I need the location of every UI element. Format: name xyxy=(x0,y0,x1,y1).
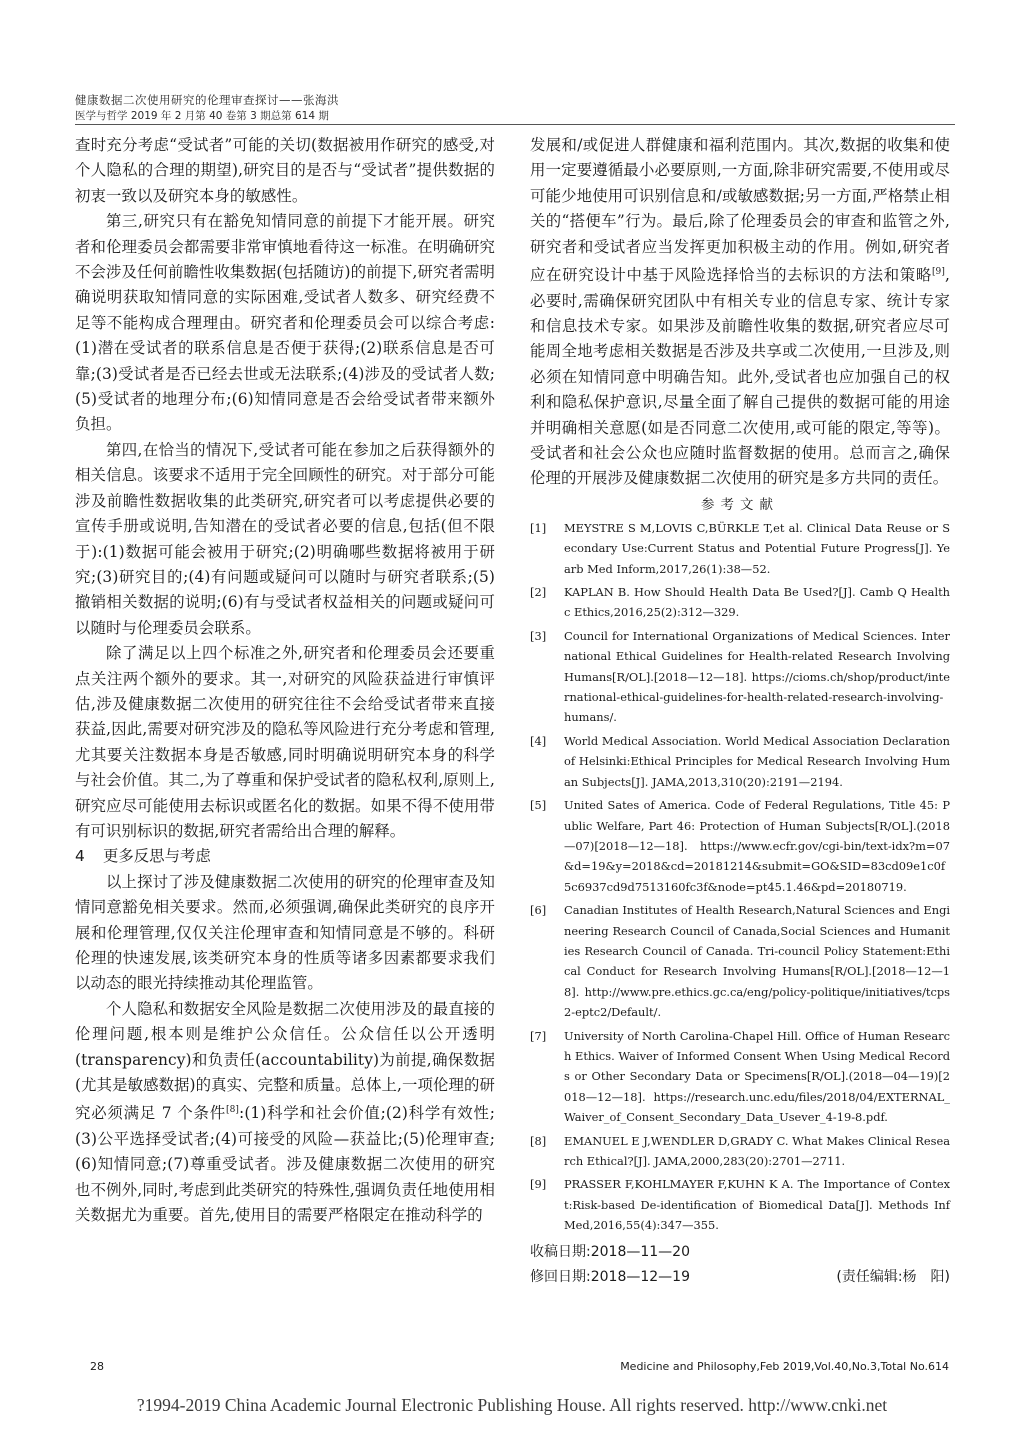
paragraph-text: :(1)科学和社会价值;(2)科学有效性;(3)公平选择受试者;(4)可接受的风险—获益比;(5)伦理审查;(6)知情同意;(7)尊重受试者。涉及健康数据二次使用的研究也不例外,同时,考虑到此类研究的特殊性,强调负责任地使用相关数据尤为重要。首先,使用目的需要严格限定在推动科学的 xyxy=(75,1104,495,1225)
section-number: 4 xyxy=(75,847,85,866)
paragraph: 第三,研究只有在豁免知情同意的前提下才能开展。研究者和伦理委员会都需要非常审慎地看待这一标准。在明确研究不会涉及任何前瞻性收集数据(包括随访)的前提下,研究者需明确说明获取知情同意的实际困难,受试者人数多、研究经费不足等不能构成合理理由。研究者和伦理委员会可以综合考虑:(1)潜在受试者的联系信息是否便于获得;(2)联系信息是否可靠;(3)受试者是否已经去世或无法联系;(4)涉及的受试者人数;(5)受试者的地理分布;(6)知情同意是否会给受试者带来额外负担。 xyxy=(75,212,495,434)
reference-number: [6] xyxy=(530,903,547,918)
revision-row xyxy=(530,1265,950,1290)
responsible-editor: (责任编辑:杨 阳) xyxy=(836,1268,950,1285)
reference-item xyxy=(530,1026,950,1128)
reference-item xyxy=(530,518,950,579)
reference-item xyxy=(530,900,950,1022)
left-column xyxy=(75,133,495,1229)
paragraph-text: 发展和/或促进人群健康和福利范围内。其次,数据的收集和使用一定要遵循最小必要原则,一方面,除非研究需要,不使用或尽可能少地使用可识别信息和/或敏感数据;另一方面,严格禁止相关的“搭便车”行为。最后,除了伦理委员会的审查和监管之外,研究者和受试者应当发挥更加积极主动的作用。例如,研究者应在研究设计中基于风险选择恰当的去标识的方法和策略 xyxy=(530,136,950,285)
paragraph: 第四,在恰当的情况下,受试者可能在参加之后获得额外的相关信息。该要求不适用于完全回顾性的研究。对于部分可能涉及前瞻性数据收集的此类研究,研究者可以考虑提供必要的宣传手册或说明,告知潜在的受试者必要的信息,包括(但不限于):(1)数据可能会被用于研究;(2)明确哪些数据将被用于研究;(3)研究目的;(4)有问题或疑问可以随时与研究者联系;(5)撤销相关数据的说明;(6)有与受试者权益相关的问题或疑问可以随时与伦理委员会联系。 xyxy=(75,440,495,637)
reference-list xyxy=(530,518,950,1236)
journal-citation: Medicine and Philosophy,Feb 2019,Vol.40,No.3,Total No.614 xyxy=(620,1360,949,1373)
running-header-title: 健康数据二次使用研究的伦理审查探讨——张海洪 xyxy=(75,93,339,107)
section-title: 更多反思与考虑 xyxy=(103,847,211,866)
right-column xyxy=(530,133,950,1290)
reference-item xyxy=(530,1131,950,1172)
copyright-watermark: ?1994-2019 China Academic Journal Electronic Publishing House. All rights reserved. http://www.cnki.net xyxy=(136,1395,888,1415)
revised-date: 修回日期:2018—12—19 xyxy=(530,1268,690,1285)
paragraph xyxy=(75,997,495,1229)
reference-text: World Medical Association. World Medical Association Declaration of Helsinki:Ethical Principles for Medical Research Involving Human Subjects[J]. JAMA,2013,310(20):2191—2194. xyxy=(564,733,950,789)
paragraph: 以上探讨了涉及健康数据二次使用的研究的伦理审查及知情同意豁免相关要求。然而,必须强调,确保此类研究的良序开展和伦理管理,仅仅关注伦理审查和知情同意是不够的。科研伦理的快速发展,该类研究本身的性质等诸多因素都要求我们以动态的眼光持续推动其伦理监管。 xyxy=(75,872,495,993)
reference-text: EMANUEL E J,WENDLER D,GRADY C. What Makes Clinical Research Ethical?[J]. JAMA,2000,283(20):2701—2711. xyxy=(564,1133,950,1168)
reference-number: [9] xyxy=(530,1177,547,1192)
reference-number: [2] xyxy=(530,585,547,600)
paragraph-text: ,必要时,需确保研究团队中有相关专业的信息专家、统计专家和信息技术专家。如果涉及前瞻性收集的数据,研究者应尽可能周全地考虑相关数据是否涉及共享或二次使用,一旦涉及,则必须在知情同意中明确告知。此外,受试者也应加强自己的权利和隐私保护意识,尽量全面了解自己提供的数据可能的用途并明确相关意愿(如是否同意二次使用,或可能的限定,等等)。受试者和社会公众也应随时监督数据的使用。总而言之,确保伦理的开展涉及健康数据二次使用的研究是多方共同的责任。 xyxy=(530,266,950,488)
received-date: 收稿日期:2018—11—20 xyxy=(530,1243,690,1260)
reference-number: [3] xyxy=(530,628,547,643)
reference-text: United Sates of America. Code of Federal Regulations, Title 45: Public Welfare, Part 46: Protection of Human Subjects[R/OL].(2018—07)[2018—12—18]. https://www.ecfr.gov/cgi-bin/text-idx?m=07&d=19&y=2018&cd=20181214&submit=GO&SID=83cd09e1c0f5c6937cd9d7513160fc3f&node=pt45.1.46&pd=20180719. xyxy=(564,798,950,894)
reference-number: [4] xyxy=(530,733,547,748)
paragraph-text: 个人隐私和数据安全风险是数据二次使用涉及的最直接的伦理问题,根本则是维护公众信任。公众信任以公开透明(transparency)和负责任(accountability)为前提,确保数据(尤其是敏感数据)的真实、完整和质量。总体上,一项伦理的研究必须满足 7 个条件 xyxy=(75,999,495,1123)
reference-text: Council for International Organizations of Medical Sciences. International Ethical Guidelines for Health-related Research Involving Humans[R/OL].[2018—12—18]. https://cioms.ch/shop/product/international-ethical-guidelines-for-health-related-research-involving-humans/. xyxy=(564,628,950,725)
reference-item xyxy=(530,731,950,792)
header-rule xyxy=(75,124,955,125)
references-heading: 参考文献 xyxy=(701,496,779,513)
reference-item xyxy=(530,795,950,897)
reference-item xyxy=(530,1174,950,1235)
reference-text: PRASSER F,KOHLMAYER F,KUHN K A. The Importance of Context:Risk-based De-identification of Biomedical Data[J]. Methods Inf Med,2016,55(4):347—355. xyxy=(564,1177,950,1233)
reference-item xyxy=(530,626,950,728)
reference-number: [5] xyxy=(530,798,547,813)
paragraph: 除了满足以上四个标准之外,研究者和伦理委员会还要重点关注两个额外的要求。其一,对研究的风险获益进行审慎评估,涉及健康数据二次使用的研究往往不会给受试者带来直接获益,因此,需要对研究涉及的隐私等风险进行充分考虑和管理,尤其要关注数据本身是否敏感,同时明确说明研究本身的科学与社会价值。其二,为了尊重和保护受试者的隐私权利,原则上,研究应尽可能使用去标识或匿名化的数据。如果不得不使用带有可识别标识的数据,研究者需给出合理的解释。 xyxy=(75,644,495,840)
reference-number: [1] xyxy=(530,520,547,535)
reference-text: University of North Carolina-Chapel Hill. Office of Human Research Ethics. Waiver of Informed Consent When Using Medical Records or Other Secondary Data or Specimens[R/OL].(2018—04—19)[2018—12—18]. https://research.unc.edu/files/2018/04/EXTERNAL_Waiver_of_Consent_Secondary_Data_Usever_4-19-8.pdf. xyxy=(564,1028,950,1125)
citation-marker: [9] xyxy=(931,267,945,278)
section-heading xyxy=(75,844,495,869)
reference-number: [7] xyxy=(530,1028,547,1043)
paragraph: 查时充分考虑“受试者”可能的关切(数据被用作研究的感受,对个人隐私的合理的期望),研究目的是否与“受试者”提供数据的初衷一致以及研究本身的敏感性。 xyxy=(75,136,495,205)
citation-marker: [8] xyxy=(225,1105,240,1116)
reference-item xyxy=(530,582,950,623)
running-header-journal: 医学与哲学 2019 年 2 月第 40 卷第 3 期总第 614 期 xyxy=(75,110,329,122)
reference-text: MEYSTRE S M,LOVIS C,BÜRKLE T,et al. Clinical Data Reuse or Secondary Use:Current Status and Potential Future Progress[J]. Yearb Med Inform,2017,26(1):38—52. xyxy=(564,520,950,576)
page-number: 28 xyxy=(90,1360,104,1373)
reference-text: Canadian Institutes of Health Research,Natural Sciences and Engineering Research Council of Canada,Social Sciences and Humanities Research Council of Canada. Tri-council Policy Statement:Ethical Conduct for Research Involving Humans[R/OL].[2018—12—18]. http://www.pre.ethics.gc.ca/eng/policy-politique/initiatives/tcps2-eptc2/Default/. xyxy=(564,903,951,1020)
paragraph xyxy=(530,133,950,492)
reference-text: KAPLAN B. How Should Health Data Be Used?[J]. Camb Q Healthc Ethics,2016,25(2):312—329. xyxy=(564,585,950,620)
reference-number: [8] xyxy=(530,1133,547,1148)
